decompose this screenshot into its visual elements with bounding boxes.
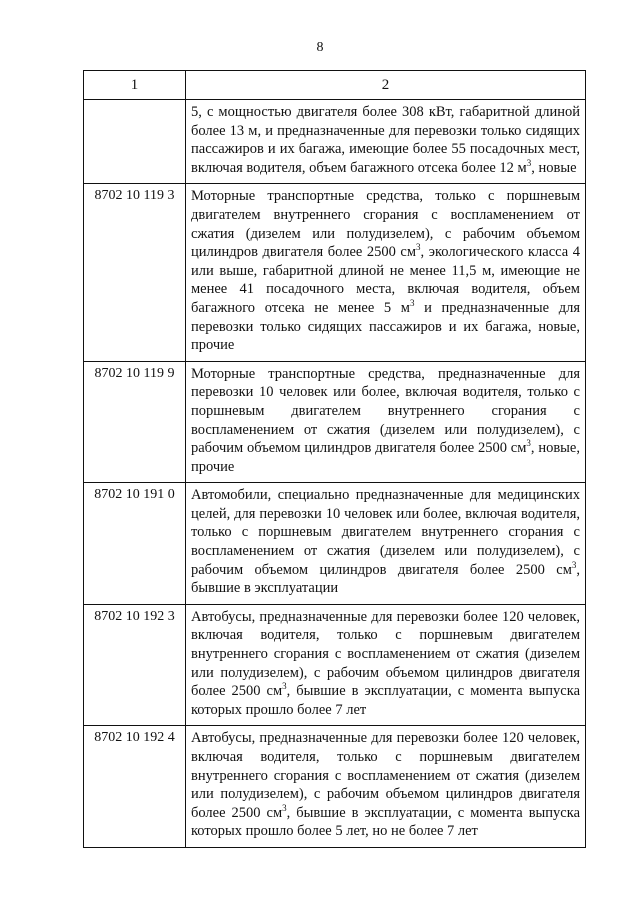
page-number: 8: [316, 40, 324, 55]
table-header-row: [84, 71, 586, 100]
table-row: [84, 483, 586, 605]
code-cell: 8702 10 192 3: [84, 604, 186, 726]
tariff-code-table: [83, 70, 586, 848]
column-header-2: 2: [186, 71, 586, 100]
description-cell: Автомобили, специально предназначенные для медицинских целей, для перевозки 10 человек или более, включая водителя, только с поршневым двигателем внутреннего сгорания с воспламенением от сжатия (дизелем или полудизелем), с рабочим объемом цилиндров двигателя более 2500 $см^3$, бывшие в эксплуатации: [186, 483, 586, 605]
description-cell: Автобусы, предназначенные для перевозки более 120 человек, включая водителя, только с поршневым двигателем внутреннего сгорания с воспламенением от сжатия (дизелем или полудизелем), с рабочим объемом цилиндров двигателя более 2500 $см^3$, бывшие в эксплуатации, с момента выпуска которых прошло более 5 лет, но не более 7 лет: [186, 726, 586, 848]
code-cell: 8702 10 191 0: [84, 483, 186, 605]
description-cell: 5, с мощностью двигателя более 308 кВт, габаритной длиной более 13 м, и предназначенные для перевозки только сидящих пассажиров и их багажа, имеющие более 55 посадочных мест, включая водителя, объем багажного отсека более 12 $м^3$, новые: [186, 100, 586, 184]
table-row: [84, 726, 586, 848]
table-row: [84, 184, 586, 361]
description-cell: Моторные транспортные средства, только с поршневым двигателем внутреннего сгорания с воспламенением от сжатия (дизелем или полудизелем), с рабочим объемом цилиндров двигателя более 2500 $см^3$, экологического класса 4 или выше, габаритной длиной не менее 11,5 м, имеющие не менее 41 посадочного места, включая водителя, объем багажного отсека не менее 5 $м^3$ и предназначенные для перевозки только сидящих пассажиров и их багажа, новые, прочие: [186, 184, 586, 361]
column-header-1: 1: [84, 71, 186, 100]
code-cell: 8702 10 119 3: [84, 184, 186, 361]
description-cell: Автобусы, предназначенные для перевозки более 120 человек, включая водителя, только с поршневым двигателем внутреннего сгорания с воспламенением от сжатия (дизелем или полудизелем), с рабочим объемом цилиндров двигателя более 2500 $см^3$, бывшие в эксплуатации, с момента выпуска которых прошло более 7 лет: [186, 604, 586, 726]
table-row: [84, 361, 586, 483]
code-cell: [84, 100, 186, 184]
table-row: [84, 604, 586, 726]
code-cell: 8702 10 119 9: [84, 361, 186, 483]
code-cell: 8702 10 192 4: [84, 726, 186, 848]
description-cell: Моторные транспортные средства, предназначенные для перевозки 10 человек или более, включая водителя, только с поршневым двигателем внутреннего сгорания с воспламенением от сжатия (дизелем или полудизелем), с рабочим объемом цилиндров двигателя более 2500 $см^3$, новые, прочие: [186, 361, 586, 483]
table-row: [84, 100, 586, 184]
